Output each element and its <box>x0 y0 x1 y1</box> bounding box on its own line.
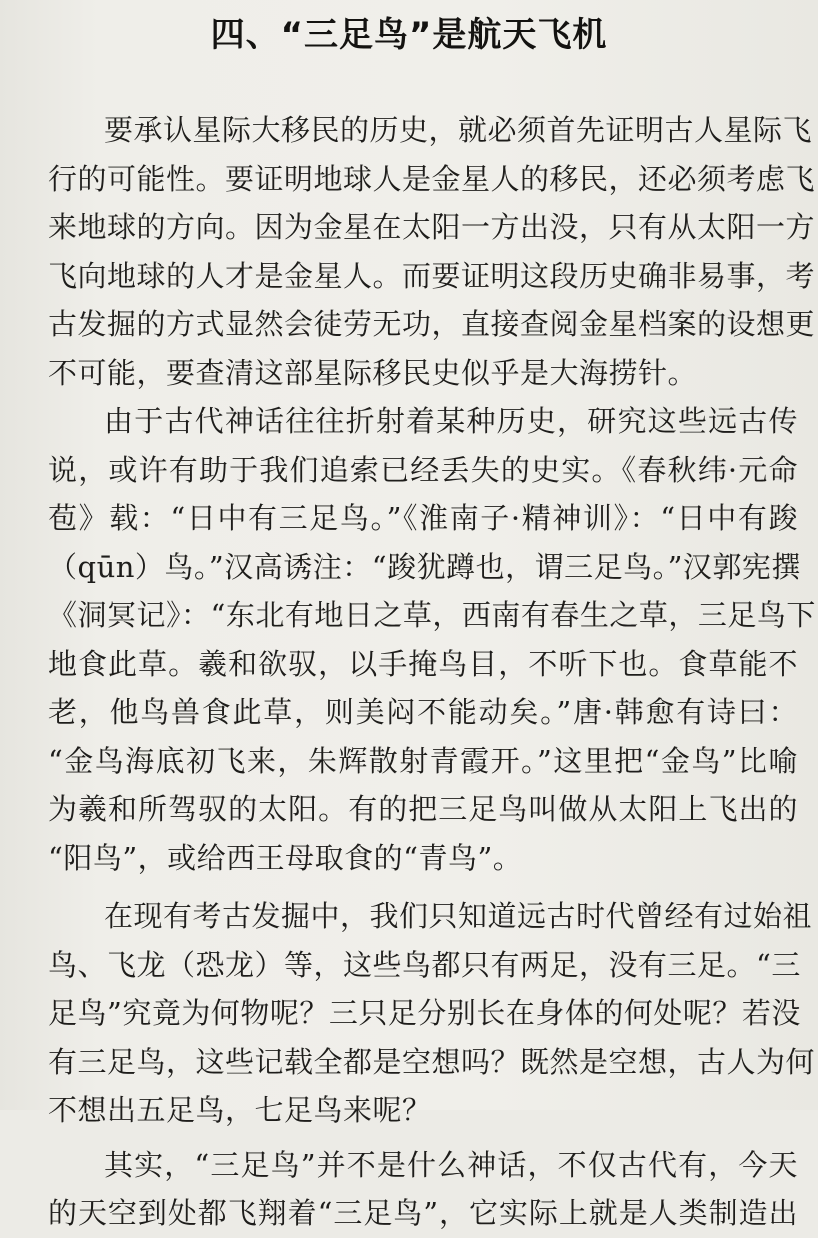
text-line: 古发掘的方式显然会徒劳无功，直接查阅金星档案的设想更 <box>48 307 816 341</box>
paragraph-2 <box>48 397 816 882</box>
text-line: “阳鸟”，或给西王母取食的“青鸟”。 <box>48 840 523 875</box>
paragraph-4 <box>48 1141 798 1238</box>
text-line: 地食此草。羲和欲驭，以手掩鸟目，不听下也。食草能不 <box>48 646 798 681</box>
text-line: 由于古代神话往往折射着某种历史，研究这些远古传 <box>104 404 798 438</box>
text-line: 不可能，要查清这部星际移民史似乎是大海捞针。 <box>48 355 698 390</box>
text-line: 足鸟”究竟为何物呢？三只足分别长在身体的何处呢？若没 <box>48 996 801 1030</box>
text-line: 飞向地球的人才是金星人。而要证明这段历史确非易事，考 <box>48 258 816 293</box>
text-line: 《洞冥记》：“东北有地日之草，西南有春生之草，三足鸟下 <box>48 598 816 632</box>
text-line: 说，或许有助于我们追索已经丢失的史实。《春秋纬·元命 <box>48 452 798 487</box>
paragraph-3 <box>48 892 816 1135</box>
text-line: 其实，“三足鸟”并不是什么神话，不仅古代有，今天 <box>104 1147 798 1182</box>
text-line: 不想出五足鸟，七足鸟来呢？ <box>48 1093 432 1127</box>
text-line: （qūn）鸟。”汉高诱注：“踆犹蹲也，谓三足鸟。”汉郭宪撰 <box>48 549 801 584</box>
text-line: 的天空到处都飞翔着“三足鸟”，它实际上就是人类制造出 <box>48 1196 798 1230</box>
text-line: 鸟、飞龙（恐龙）等，这些鸟都只有两足，没有三足。“三 <box>48 947 801 982</box>
text-line: 有三足鸟，这些记载全都是空想吗？既然是空想，古人为何 <box>48 1044 816 1079</box>
page-title: 四、“三足鸟”是航天飞机 <box>210 15 608 55</box>
body-text <box>48 106 816 1238</box>
text-line: 苞》载：“日中有三足鸟。”《淮南子·精神训》：“日中有踆 <box>48 501 798 535</box>
text-line: “金鸟海底初飞来，朱辉散射青霞开。”这里把“金鸟”比喻 <box>48 743 798 778</box>
text-line: 行的可能性。要证明地球人是金星人的移民，还必须考虑飞 <box>48 161 816 196</box>
text-line: 来地球的方向。因为金星在太阳一方出没，只有从太阳一方 <box>48 210 816 244</box>
text-line: 要承认星际大移民的历史，就必须首先证明古人星际飞 <box>104 113 813 147</box>
text-line: 为羲和所驾驭的太阳。有的把三足鸟叫做从太阳上飞出的 <box>48 792 798 826</box>
text-line: 老，他鸟兽食此草，则美闷不能动矣。”唐·韩愈有诗曰： <box>48 695 798 729</box>
paragraph-1 <box>48 106 816 397</box>
text-line: 在现有考古发掘中，我们只知道远古时代曾经有过始祖 <box>104 899 813 933</box>
